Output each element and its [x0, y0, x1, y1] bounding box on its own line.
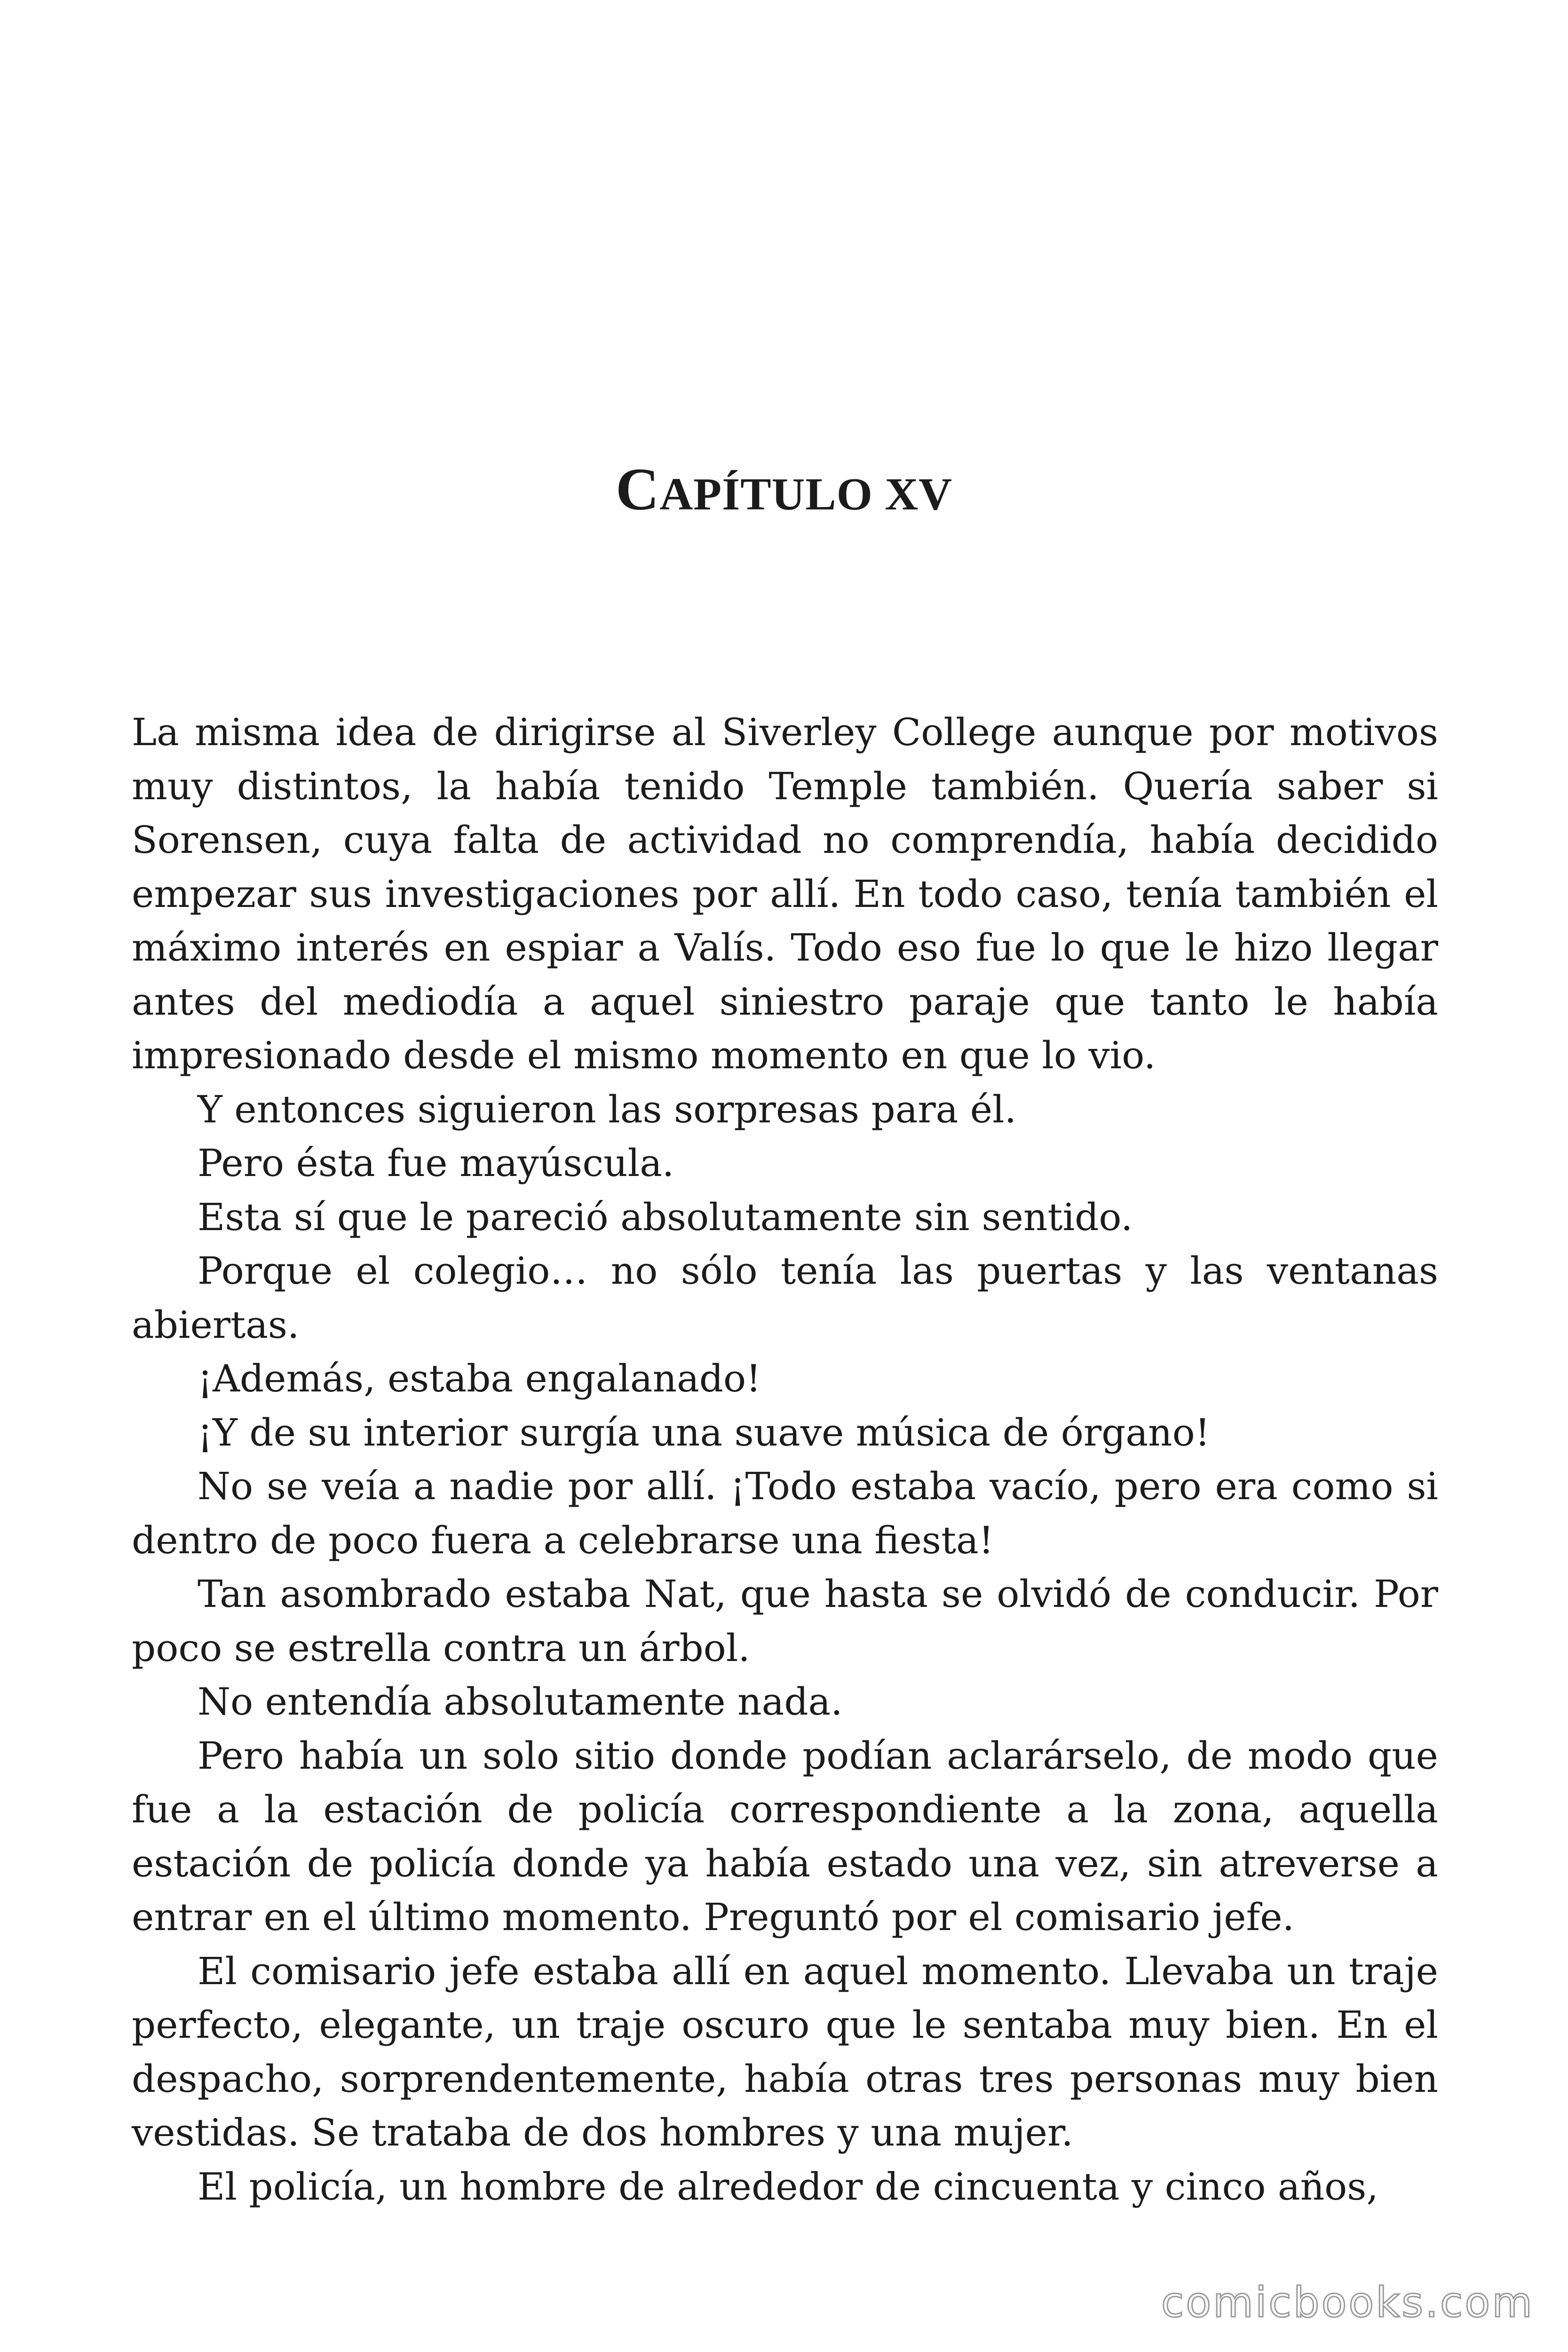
chapter-body	[132, 706, 1438, 2214]
paragraph: Pero había un solo sitio donde podían aclarárselo, de modo que fue a la estación de policía correspondiente a la zona, aquella estación de policía donde ya había estado una vez, sin atreverse a entrar en el último momento. Preguntó por el comisario jefe.	[132, 1733, 1438, 1939]
paragraph: Porque el colegio… no sólo tenía las puertas y las ventanas abiertas.	[132, 1249, 1438, 1347]
paragraph: ¡Y de su interior surgía una suave música de órgano!	[198, 1410, 1210, 1454]
paragraph: Esta sí que le pareció absolutamente sin sentido.	[198, 1195, 1133, 1239]
paragraph: ¡Además, estaba engalanado!	[198, 1357, 761, 1400]
chapter-title-initial: C	[616, 456, 660, 523]
paragraph: Tan asombrado estaba Nat, que hasta se olvidó de conducir. Por poco se estrella contra un árbol.	[132, 1572, 1438, 1670]
paragraph: No entendía absolutamente nada.	[198, 1680, 843, 1724]
chapter-title-rest: APÍTULO XV	[659, 469, 952, 520]
chapter-title	[0, 452, 1568, 532]
paragraph: La misma idea de dirigirse al Siverley College aunque por motivos muy distintos, la había tenido Temple también. Quería saber si Sorensen, cuya falta de actividad no comprendía, había decidido empezar sus investigaciones por allí. En todo caso, tenía también el máximo interés en espiar a Valís. Todo eso fue lo que le hizo llegar antes del mediodía a aquel siniestro paraje que tanto le había impresionado desde el mismo momento en que lo vio.	[132, 710, 1438, 1077]
paragraph: Y entonces siguieron las sorpresas para él.	[198, 1087, 1017, 1131]
paragraph: Pero ésta fue mayúscula.	[198, 1141, 674, 1185]
paragraph: El comisario jefe estaba allí en aquel momento. Llevaba un traje perfecto, elegante, un traje oscuro que le sentaba muy bien. En el despacho, sorprendentemente, había otras tres personas muy bien vestidas. Se trataba de dos hombres y una mujer.	[132, 1949, 1438, 2154]
watermark: comicbooks.com	[1161, 2278, 1534, 2327]
paragraph: No se veía a nadie por allí. ¡Todo estaba vacío, pero era como si dentro de poco fuera a celebrarse una fiesta!	[132, 1464, 1438, 1562]
paragraph: El policía, un hombre de alrededor de cincuenta y cinco años,	[198, 2164, 1378, 2209]
